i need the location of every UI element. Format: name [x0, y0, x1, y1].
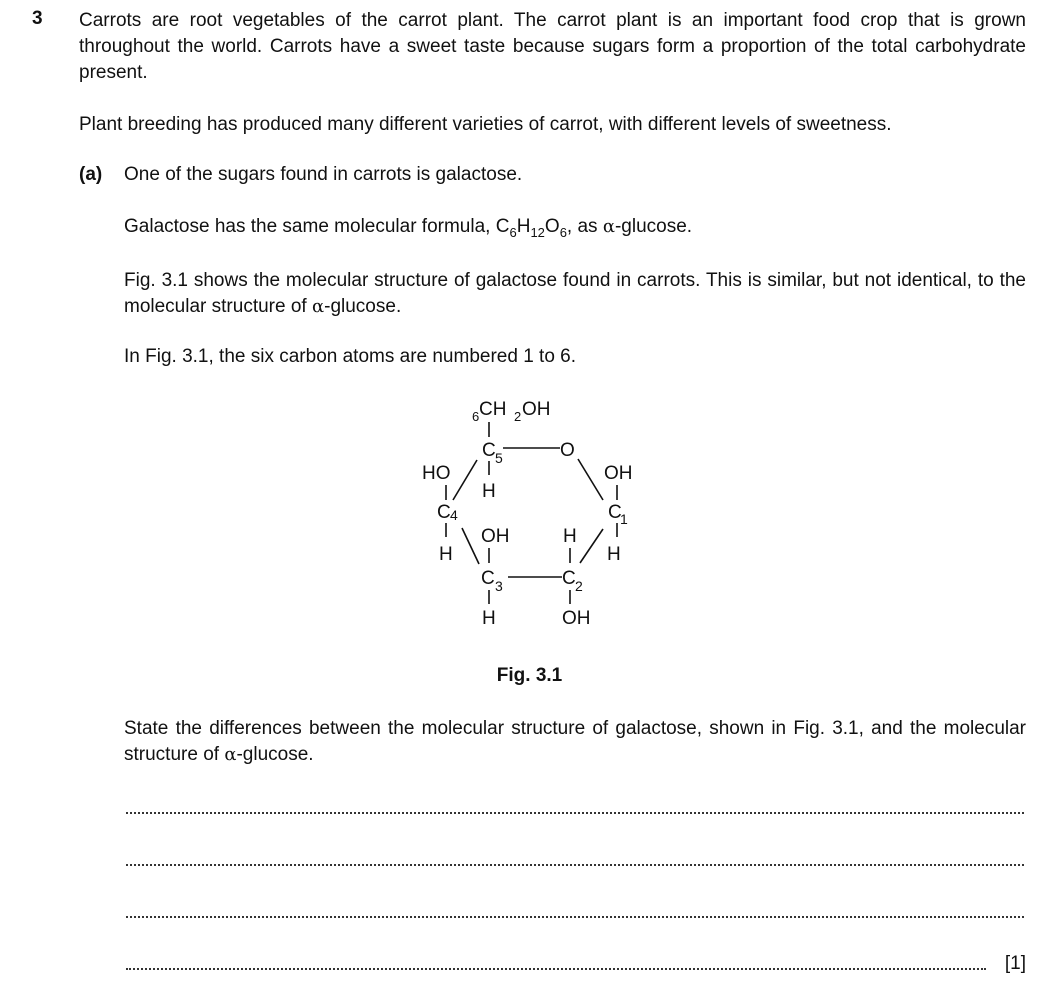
question-intro: Carrots are root vegetables of the carrot plant. The carrot plant is an important food crop that is grown throughout the world. Carrots have a sweet taste because sugars form a proportion of the total carbohydrate present. [79, 10, 1026, 83]
alpha-symbol: α [224, 744, 237, 765]
bond-lines [446, 422, 617, 604]
bond-c4-c3 [462, 528, 479, 564]
c1-hydroxyl: OH [604, 463, 633, 484]
formula-o: O [544, 216, 560, 237]
c1-hydrogen: H [607, 544, 621, 565]
formula-h: H [516, 216, 531, 237]
breeding-statement: Plant breeding has produced many different varieties of carrot, with different levels of sweetness. [79, 114, 892, 135]
c5-number: 5 [495, 450, 503, 466]
part-a-statement: One of the sugars found in carrots is galactose. [124, 164, 523, 185]
formula-sep: , as [566, 216, 603, 237]
c3-number: 3 [495, 578, 503, 594]
c2-number: 2 [575, 578, 583, 594]
c4-atom: C [437, 502, 451, 523]
alpha-symbol: α [311, 296, 325, 317]
c4-hydrogen: H [439, 544, 453, 565]
ch2oh-label: CH [479, 399, 507, 420]
c1-atom: C [608, 502, 622, 523]
marks-allocation: [1] [1004, 953, 1026, 974]
numbering-note: In Fig. 3.1, the six carbon atoms are numbered 1 to 6. [124, 346, 577, 367]
ch2oh-oh-label: OH [522, 399, 551, 420]
question-number: 3 [32, 8, 43, 29]
c1-number: 1 [620, 511, 628, 527]
answer-line[interactable] [126, 968, 986, 970]
c2-hydrogen: H [563, 526, 577, 547]
bond-o-c1 [578, 459, 603, 500]
ch2oh-subscript: 2 [514, 409, 522, 424]
c2-hydroxyl: OH [562, 608, 591, 629]
instruction-end: -glucose. [236, 744, 314, 765]
c3-hydrogen: H [482, 608, 496, 629]
formula-c: C [495, 216, 510, 237]
formula-o-sub: 6 [559, 225, 567, 240]
alpha-symbol: α [602, 216, 615, 237]
c3-atom: C [481, 568, 495, 589]
bond-c5-c4 [453, 460, 477, 500]
c4-number: 4 [450, 507, 458, 523]
c2-atom: C [562, 568, 576, 589]
c4-hydroxyl: HO [422, 463, 451, 484]
formula-pre: Galactose has the same molecular formula, [124, 216, 496, 237]
formula-c-sub: 6 [509, 225, 517, 240]
figure-description-end: -glucose. [324, 296, 402, 317]
instruction-text: State the differences between the molecular structure of galactose, shown in Fig. 3.1, and the molecular structure of [124, 718, 1026, 765]
c5-hydrogen: H [482, 481, 496, 502]
figure-caption: Fig. 3.1 [496, 665, 563, 686]
formula-post: -glucose. [614, 216, 693, 237]
answer-line[interactable] [126, 916, 1024, 918]
formula-h-sub: 12 [530, 225, 545, 240]
ring-oxygen: O [560, 440, 575, 461]
c3-hydroxyl: OH [481, 526, 510, 547]
answer-line[interactable] [126, 812, 1024, 814]
c5-atom: C [482, 440, 496, 461]
question-instruction [124, 716, 1026, 768]
c6-number: 6 [472, 409, 480, 424]
figure-description-text: Fig. 3.1 shows the molecular structure of galactose found in carrots. This is similar, but not identical, to the molecular structure of [124, 270, 1026, 317]
bond-c2-c1 [580, 529, 603, 563]
part-a-label: (a) [79, 164, 103, 185]
answer-line[interactable] [126, 864, 1024, 866]
